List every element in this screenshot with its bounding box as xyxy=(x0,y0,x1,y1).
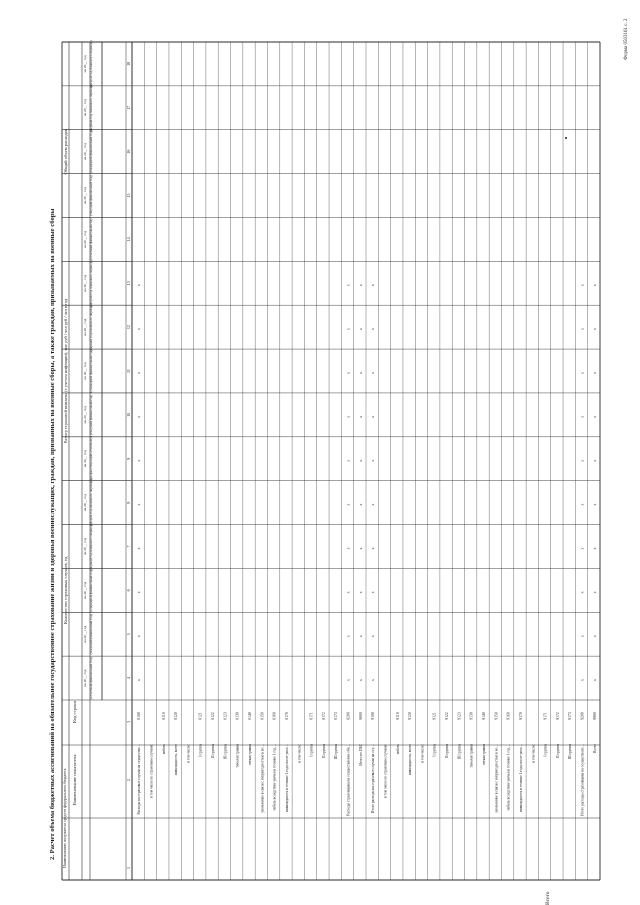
row-name: в том числе: xyxy=(186,744,191,763)
period-header-3: на 20__ год xyxy=(83,581,87,599)
row-code: 9160 xyxy=(506,712,511,720)
row-name: гибель вследствие увечья в течение 1 год… xyxy=(272,744,277,811)
row-name: I группа xyxy=(432,744,437,757)
cross-mark: x xyxy=(357,591,363,594)
column-number-12: 12 xyxy=(126,325,131,330)
row-code: 0150 xyxy=(260,712,265,720)
cross-mark: x xyxy=(591,284,597,287)
cross-mark: x xyxy=(345,284,351,287)
row-code: 9170 xyxy=(518,712,523,720)
column-number-6: 6 xyxy=(126,589,131,592)
period-header-13: на 20__ год xyxy=(83,143,87,161)
period-header-15: на 20__ год xyxy=(83,55,87,73)
row-name: гибель xyxy=(161,744,166,755)
cross-mark: x xyxy=(579,459,585,462)
cross-mark: x xyxy=(357,372,363,374)
cross-mark: x xyxy=(591,503,597,506)
row-name: в том числе: xyxy=(297,744,302,763)
row-name: I группа xyxy=(198,744,203,757)
cross-mark: x xyxy=(136,328,142,331)
cross-mark: x xyxy=(579,547,585,550)
row-name: Всего xyxy=(592,744,597,753)
row-code: 0121 xyxy=(198,712,203,720)
cross-mark: x xyxy=(370,328,376,331)
cross-mark: x xyxy=(345,547,351,550)
row-name: III группа xyxy=(457,744,462,759)
cross-mark: x xyxy=(136,284,142,287)
period-header-9: на 20__ год xyxy=(83,318,87,336)
column-number-17: 17 xyxy=(126,105,131,110)
header-recipient: Наименование получателя средств федерального бюджета xyxy=(62,768,67,868)
row-name: гибель xyxy=(395,744,400,755)
row-code: 0110 xyxy=(161,712,166,720)
cross-mark: x xyxy=(370,503,376,506)
row-code: 0200 xyxy=(346,712,351,720)
row-name: в том числе по страховым случаям: xyxy=(149,744,154,799)
form-code-label: Форма 0503161 с. 2 xyxy=(624,18,629,60)
cross-mark: x xyxy=(345,591,351,594)
row-name: инвалидность в течение 1 года после увол… xyxy=(284,744,289,812)
cross-mark: x xyxy=(591,547,597,550)
row-code: 9110 xyxy=(395,712,400,720)
row-name: в том числе: xyxy=(420,744,425,763)
column-number-10: 10 xyxy=(126,412,131,417)
cross-mark: x xyxy=(136,679,142,682)
column-number-11: 11 xyxy=(126,369,131,373)
period-header-10: (второй год планового периода) xyxy=(89,259,93,307)
cross-mark: x xyxy=(591,459,597,462)
cross-mark: x xyxy=(370,284,376,287)
row-code: 9200 xyxy=(580,712,585,720)
column-number-2: 2 xyxy=(126,779,131,781)
cross-mark: x xyxy=(345,372,351,374)
cross-mark: x xyxy=(345,679,351,682)
row-name: II группа xyxy=(555,744,560,758)
cross-mark: x xyxy=(345,328,351,331)
period-header-12: (текущий финансовый год) xyxy=(89,175,93,216)
row-code: 9900 xyxy=(592,712,597,720)
header-group-size: Размер страховой выплаты (с учетом инфляции), тыс руб / чел руб / чел в год xyxy=(63,298,68,444)
cross-mark: x xyxy=(579,415,585,418)
row-code: 9150 xyxy=(494,712,499,720)
row-code: 0120 xyxy=(174,712,179,720)
period-header-9: (первый год планового периода) xyxy=(89,303,93,352)
column-number-15: 15 xyxy=(126,193,131,198)
cross-mark: x xyxy=(357,635,363,638)
period-header-10: на 20__ год xyxy=(83,274,87,292)
row-name: II группа xyxy=(211,744,216,758)
period-header-4: на 20__ год xyxy=(83,537,87,555)
row-name: I группа xyxy=(543,744,548,757)
cross-mark: x xyxy=(357,284,363,287)
row-name: II группа xyxy=(445,744,450,758)
period-header-1: (отчетный финансовый год) xyxy=(89,657,93,699)
row-code: 0172 xyxy=(321,712,326,720)
cross-mark: x xyxy=(579,635,585,638)
cross-mark: x xyxy=(591,328,597,331)
period-header-3: (очередной финансовый год) xyxy=(89,568,93,612)
period-header-6: (предшествующий отчетному) xyxy=(89,435,93,482)
row-name: тяжелая травма xyxy=(469,744,474,768)
period-header-2: (текущий финансовый год) xyxy=(89,613,93,655)
column-number-1: 1 xyxy=(126,867,131,869)
row-code: 0170 xyxy=(284,712,289,720)
cross-mark: x xyxy=(345,459,351,462)
header-group-total: Общий объем расходов xyxy=(63,128,68,175)
row-name: III группа xyxy=(568,744,573,759)
cross-mark: x xyxy=(579,284,585,287)
row-code: 9172 xyxy=(555,712,560,720)
cross-mark: x xyxy=(136,459,142,462)
row-name: II группа xyxy=(321,744,326,758)
row-code: 9123 xyxy=(457,712,462,720)
row-code: 9122 xyxy=(445,712,450,720)
period-header-4: (первый год планового периода) xyxy=(89,522,93,571)
cross-mark: x xyxy=(370,415,376,418)
row-code: 9171 xyxy=(543,712,548,720)
period-header-11: на 20__ год xyxy=(83,230,87,248)
period-header-8: (очередной финансовый год) xyxy=(89,349,93,393)
document-title: 2. Расчет объема бюджетных ассигнований на обязательное государственное страхование жизни и здоровья военнослужащих, граждан, призванных на военные сборы, а также граждан, призываемых на военные сборы xyxy=(49,208,56,860)
cross-mark: x xyxy=(136,372,142,374)
row-name: в том числе по страховым случаям: xyxy=(383,744,388,799)
column-number-5: 5 xyxy=(126,633,131,636)
row-name: в том числе: xyxy=(531,744,536,763)
cross-mark: x xyxy=(370,635,376,638)
column-number-14: 14 xyxy=(126,237,131,242)
column-number-7: 7 xyxy=(126,545,131,548)
period-header-14: (первый год планового периода) xyxy=(89,83,93,132)
period-header-14: на 20__ год xyxy=(83,99,87,117)
cross-mark: x xyxy=(357,328,363,331)
row-name: увольнение в связи с непригодностью к во… xyxy=(260,744,265,813)
column-number-9: 9 xyxy=(126,457,131,460)
row-code: 0173 xyxy=(334,712,339,720)
cross-mark: x xyxy=(579,679,585,682)
cross-mark: x xyxy=(136,591,142,594)
row-name: III группа xyxy=(223,744,228,759)
column-number-4: 4 xyxy=(126,677,131,680)
row-name: Итого по ПБС xyxy=(358,744,363,766)
cross-mark: x xyxy=(136,635,142,638)
cross-mark: x xyxy=(370,591,376,594)
cross-mark: x xyxy=(370,372,376,374)
cross-mark: x xyxy=(591,372,597,374)
row-name: Расходы на страховые случаи на осуществл… xyxy=(137,744,142,815)
cross-mark: x xyxy=(579,591,585,594)
header-code: Код строки xyxy=(72,701,77,723)
header-group-count: Количество страховых случаев, ед xyxy=(63,556,68,624)
cross-mark: x xyxy=(370,679,376,682)
cross-mark: x xyxy=(579,328,585,331)
period-header-8: на 20__ год xyxy=(83,362,87,380)
cross-mark: x xyxy=(357,415,363,418)
cross-mark: x xyxy=(591,679,597,682)
cross-mark: x xyxy=(345,503,351,506)
period-header-13: (очередной финансовый год) xyxy=(89,130,93,174)
row-code: 0123 xyxy=(223,712,228,720)
row-name: III группа xyxy=(334,744,339,759)
header-indicator: Наименование показателя xyxy=(72,754,77,806)
row-name: легкая травма xyxy=(248,744,252,766)
column-number-16: 16 xyxy=(126,149,131,154)
period-header-5: (второй год планового периода) xyxy=(89,478,93,527)
cross-mark: x xyxy=(345,635,351,638)
row-name: I группа xyxy=(309,744,314,757)
period-header-2: на 20__ год xyxy=(83,625,87,643)
period-header-7: (текущий финансовый год) xyxy=(89,394,93,436)
cross-mark: x xyxy=(345,415,351,418)
row-code: 9121 xyxy=(432,712,437,720)
column-number-13: 13 xyxy=(126,281,131,286)
row-code: 0140 xyxy=(248,712,252,720)
row-code: 9140 xyxy=(482,712,486,720)
cross-mark: x xyxy=(357,547,363,550)
row-code: 9173 xyxy=(568,712,573,720)
cross-mark: x xyxy=(357,503,363,506)
row-code: 0160 xyxy=(272,712,277,720)
cross-mark: x xyxy=(136,547,142,550)
cross-mark: x xyxy=(370,547,376,550)
row-code: 9120 xyxy=(408,712,413,720)
row-name: увольнение в связи с непригодностью к во… xyxy=(494,744,499,813)
column-number-3: 3 xyxy=(126,721,131,723)
row-name: Итого расходы на страховые случаи на осу… xyxy=(371,744,376,814)
cross-mark: x xyxy=(136,415,142,418)
period-header-5: на 20__ год xyxy=(83,494,87,512)
column-number-8: 8 xyxy=(126,501,131,504)
row-name: инвалидность в течение 1 года после увол… xyxy=(518,744,523,812)
row-code: 9130 xyxy=(469,712,474,720)
row-code: 9100 xyxy=(371,712,376,720)
row-name: инвалидность, всего xyxy=(174,744,179,776)
cross-mark: x xyxy=(591,415,597,418)
row-code: 9000 xyxy=(358,712,363,720)
period-header-11: (отчетный финансовый год) xyxy=(89,218,93,261)
period-header-7: на 20__ год xyxy=(83,406,87,424)
row-code: 0130 xyxy=(235,712,240,720)
cross-mark: x xyxy=(357,459,363,462)
period-header-12: на 20__ год xyxy=(83,187,87,205)
row-code: 0171 xyxy=(309,712,314,720)
row-code: 0122 xyxy=(211,712,216,720)
cross-mark: x xyxy=(370,459,376,462)
row-code: 0100 xyxy=(137,712,142,720)
row-name: Итого расходы страховщика на осуществлен… xyxy=(580,744,585,816)
cross-mark: x xyxy=(357,679,363,682)
cross-mark: x xyxy=(591,591,597,594)
row-name: инвалидность, всего xyxy=(408,744,413,776)
row-name: легкая травма xyxy=(482,744,486,766)
period-header-6: на 20__ год xyxy=(83,450,87,468)
row-name: гибель вследствие увечья в течение 1 год… xyxy=(506,744,511,811)
row-name: тяжелая травма xyxy=(235,744,240,768)
column-number-18: 18 xyxy=(126,61,131,66)
cross-mark: x xyxy=(579,503,585,506)
period-header-1: на 20__ год xyxy=(83,669,87,687)
cross-mark: x xyxy=(136,503,142,506)
row-name: Расходы страховщика на осуществление обя… xyxy=(346,744,351,816)
period-header-15: (второй год планового периода) xyxy=(89,40,93,88)
cross-mark: x xyxy=(591,635,597,638)
total-label: Всего xyxy=(545,891,551,905)
cross-mark: x xyxy=(579,372,585,374)
